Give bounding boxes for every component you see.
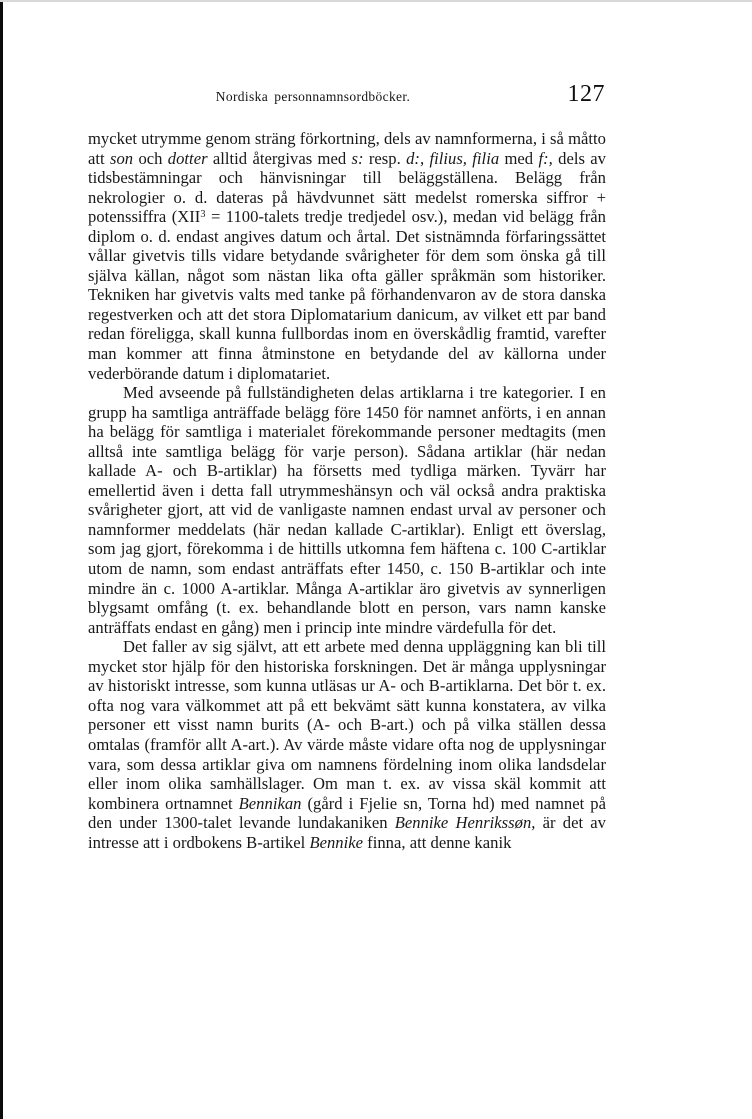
text-run: = 1100-talets tredje tredjedel osv.), medan vid belägg från diplom o. d. endast angives datum och årtal. Det sistnämnda förfaringssättet vållar givetvis tills vidare betydande svårigheter för dem som önska gå till själva källan, något som nästan lika ofta gäller språkmän som historiker. Tekniken har givetvis valts med tanke på förhandenvaron av de stora danska regestverken och att det stora Diplomatarium danicum, av vilket ett par band redan föreligga, skall kunna fullbordas inom en överskådlig framtid, varefter man kommer att finna åtminstone en betydande del av källorna under vederbörande datum i diplomatariet. <box>88 207 606 383</box>
running-head-title: Nordiska personnamnsordböcker. <box>215 89 411 104</box>
text-run: Det faller av sig självt, att ett arbete med denna uppläggning kan bli till mycket stor hjälp för den historiska forskningen. Det är många upplysningar av historiskt intresse, som kunna utläsas ur A- och B-artiklarna. Det bör t. ex. ofta nog vara välkommet att på ett bekvämt sätt kunna konstatera, av vilka personer ett visst namn burits (A- och B-art.) och på vilka ställen dessa omtalas (framför allt A-art.). Av värde måste vidare ofta nog de upplysningar vara, som dessa artiklar giva om namnens fördelning inom olika landsdelar eller inom olika samhällslager. Om man t. ex. av vissa skäl kommit att kombinera ortnamnet <box>88 637 606 813</box>
italic-term: d:, <box>406 148 425 168</box>
italic-term: son <box>109 148 134 168</box>
superscript-figure: 3 <box>200 209 206 221</box>
italic-term: f:, <box>538 148 553 168</box>
text-run: finna, att denne kanik <box>363 832 512 852</box>
text-run: alltid återgivas med <box>207 148 352 168</box>
text-run: mycket utrymme genom sträng förkortning, dels av namnformerna, i så måtto att <box>88 129 606 168</box>
italic-term: s: <box>351 148 364 168</box>
italic-term: dotter <box>167 148 208 168</box>
italic-term: filius, filia <box>429 148 500 168</box>
body-text-block <box>88 129 606 852</box>
text-run: med <box>499 148 539 168</box>
paragraph <box>88 129 606 383</box>
text-run: resp. <box>363 148 407 168</box>
text-run: (gård i Fjelie sn, Torna hd) med namnet på den under 1300-talet levande lundakaniken <box>88 793 606 833</box>
italic-term: Bennike Henrikssøn, <box>394 813 536 833</box>
text-run: och <box>133 148 168 168</box>
paragraph <box>88 383 606 637</box>
running-head <box>88 81 605 116</box>
italic-term: Bennike <box>309 832 364 852</box>
italic-term: Bennikan <box>238 793 302 813</box>
text-run: dels av tidsbestämningar och hänvisningar till beläggställena. Belägg från nekrologier o. d. dateras på hävdvunnet sätt medelst romerska siffror + potenssiffra (XII <box>88 148 606 227</box>
page-number: 127 <box>567 81 605 107</box>
text-run: är det av intresse att i ordbokens B-artikel <box>88 813 606 852</box>
text-run: Med avseende på fullständigheten delas artiklarna i tre kategorier. I en grupp ha samtliga anträffade belägg före 1450 för namnet anförts, i en annan ha belägg för samtliga i materialet förekommande personer medtagits (men alltså inte samtliga belägg för varje person). Sådana artiklar (här nedan kallade A- och B-artiklar) ha försetts med tydliga märken. Tyvärr har emellertid även i detta fall utrymmeshänsyn och väl också andra praktiska svårigheter gjort, att vid de vanligaste namnen endast urval av personer och namnformer meddelats (här nedan kallade C-artiklar). Enligt ett överslag, som jag gjort, förekomma i de hittills utkomna fem häftena c. 100 C-artiklar utom de namn, som endast anträffats efter 1450, c. 150 B-artiklar och inte mindre än c. 1000 A-artiklar. Många A-artiklar äro givetvis av synnerligen blygsamt omfång (t. ex. behandlande blott en person, vars namn kanske anträffats endast en gång) men i princip inte mindre värdefulla för det. <box>88 383 606 637</box>
paragraph <box>88 637 606 852</box>
